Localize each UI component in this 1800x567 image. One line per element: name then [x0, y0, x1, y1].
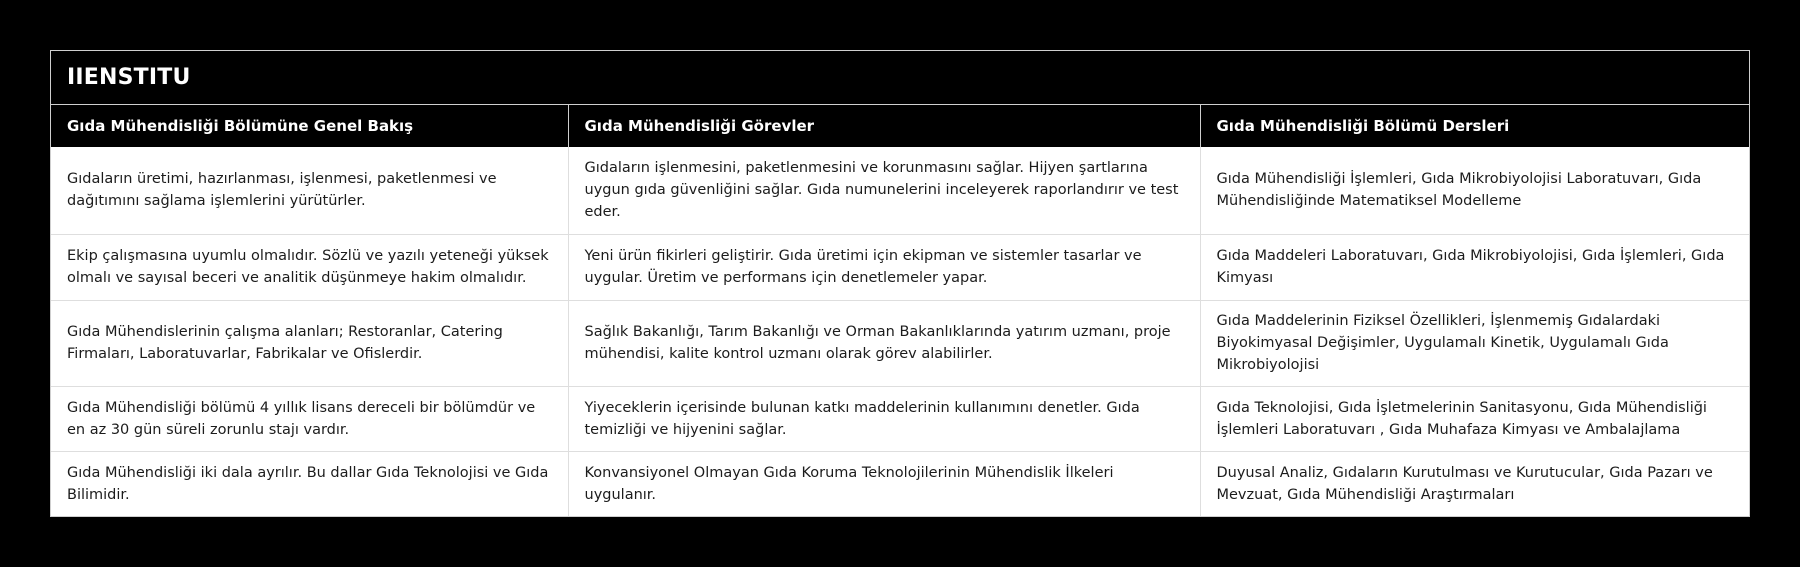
table-row — [51, 386, 1749, 451]
table-cell: Gıda Mühendisliği İşlemleri, Gıda Mikrobiyolojisi Laboratuvarı, Gıda Mühendisliğinde Matematiksel Modelleme — [1200, 147, 1749, 234]
table-cell: Gıda Maddelerinin Fiziksel Özellikleri, İşlenmemiş Gıdalardaki Biyokimyasal Değişimler, Uygulamalı Kinetik, Uygulamalı Gıda Mikrobiyolojisi — [1200, 300, 1749, 386]
column-header-duties: Gıda Mühendisliği Görevler — [568, 105, 1200, 147]
info-table — [51, 105, 1749, 516]
table-row — [51, 300, 1749, 386]
table-row — [51, 234, 1749, 300]
table-title: IIENSTITU — [51, 51, 1749, 105]
table-cell: Sağlık Bakanlığı, Tarım Bakanlığı ve Orman Bakanlıklarında yatırım uzmanı, proje mühendisi, kalite kontrol uzmanı olarak görev alabilirler. — [568, 300, 1200, 386]
table-cell: Duyusal Analiz, Gıdaların Kurutulması ve Kurutucular, Gıda Pazarı ve Mevzuat, Gıda Mühendisliği Araştırmaları — [1200, 451, 1749, 516]
column-header-courses: Gıda Mühendisliği Bölümü Dersleri — [1200, 105, 1749, 147]
table-cell: Gıda Mühendislerinin çalışma alanları; Restoranlar, Catering Firmaları, Laboratuvarlar, Fabrikalar ve Ofislerdir. — [51, 300, 568, 386]
table-cell: Gıdaların işlenmesini, paketlenmesini ve korunmasını sağlar. Hijyen şartlarına uygun gıda güvenliğini sağlar. Gıda numunelerini inceleyerek raporlandırır ve test eder. — [568, 147, 1200, 234]
table-cell: Gıda Teknolojisi, Gıda İşletmelerinin Sanitasyonu, Gıda Mühendisliği İşlemleri Laboratuvarı , Gıda Muhafaza Kimyası ve Ambalajlama — [1200, 386, 1749, 451]
table-cell: Gıda Maddeleri Laboratuvarı, Gıda Mikrobiyolojisi, Gıda İşlemleri, Gıda Kimyası — [1200, 234, 1749, 300]
table-cell: Gıdaların üretimi, hazırlanması, işlenmesi, paketlenmesi ve dağıtımını sağlama işlemlerini yürütürler. — [51, 147, 568, 234]
table-cell: Konvansiyonel Olmayan Gıda Koruma Teknolojilerinin Mühendislik İlkeleri uygulanır. — [568, 451, 1200, 516]
table-cell: Yeni ürün fikirleri geliştirir. Gıda üretimi için ekipman ve sistemler tasarlar ve uygular. Üretim ve performans için denetlemeler yapar. — [568, 234, 1200, 300]
info-table-container — [50, 50, 1750, 517]
table-row — [51, 451, 1749, 516]
table-cell: Gıda Mühendisliği bölümü 4 yıllık lisans dereceli bir bölümdür ve en az 30 gün süreli zorunlu stajı vardır. — [51, 386, 568, 451]
column-header-overview: Gıda Mühendisliği Bölümüne Genel Bakış — [51, 105, 568, 147]
table-row — [51, 147, 1749, 234]
header-row — [51, 105, 1749, 147]
table-cell: Ekip çalışmasına uyumlu olmalıdır. Sözlü ve yazılı yeteneği yüksek olmalı ve sayısal beceri ve analitik düşünmeye hakim olmalıdır. — [51, 234, 568, 300]
table-cell: Yiyeceklerin içerisinde bulunan katkı maddelerinin kullanımını denetler. Gıda temizliği ve hijyenini sağlar. — [568, 386, 1200, 451]
table-cell: Gıda Mühendisliği iki dala ayrılır. Bu dallar Gıda Teknolojisi ve Gıda Bilimidir. — [51, 451, 568, 516]
